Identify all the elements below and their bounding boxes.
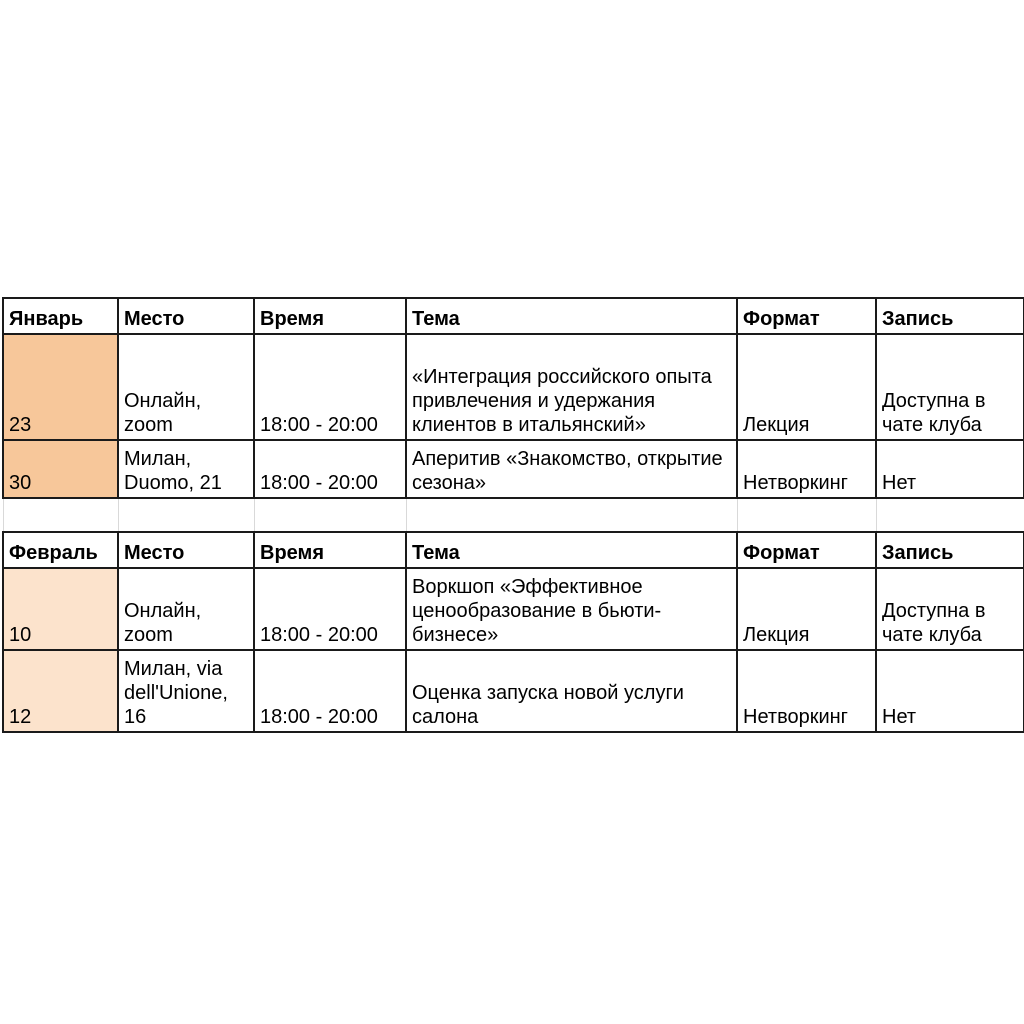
place-cell: Онлайн, zoom (118, 334, 254, 440)
header-cell-month: Февраль (3, 532, 118, 568)
record-cell: Нет (876, 440, 1024, 498)
time-cell: 18:00 - 20:00 (254, 334, 406, 440)
header-cell-record: Запись (876, 298, 1024, 334)
header-cell-time: Время (254, 532, 406, 568)
format-cell: Лекция (737, 568, 876, 650)
record-cell: Доступна в чате клуба (876, 334, 1024, 440)
table-row (3, 650, 1024, 732)
topic-cell: Оценка запуска новой услуги салона (406, 650, 737, 732)
place-cell: Милан, via dell'Unione, 16 (118, 650, 254, 732)
record-cell: Доступна в чате клуба (876, 568, 1024, 650)
header-cell-time: Время (254, 298, 406, 334)
schedule-table (2, 297, 1024, 733)
header-cell-record: Запись (876, 532, 1024, 568)
empty-cell (406, 498, 737, 532)
date-cell: 10 (3, 568, 118, 650)
record-cell: Нет (876, 650, 1024, 732)
table-row (3, 440, 1024, 498)
time-cell: 18:00 - 20:00 (254, 650, 406, 732)
empty-cell (118, 498, 254, 532)
header-cell-topic: Тема (406, 532, 737, 568)
empty-cell (737, 498, 876, 532)
date-cell: 23 (3, 334, 118, 440)
schedule-sheet (2, 297, 1023, 733)
header-cell-month: Январь (3, 298, 118, 334)
header-cell-format: Формат (737, 298, 876, 334)
january-header-row (3, 298, 1024, 334)
place-cell: Онлайн, zoom (118, 568, 254, 650)
table-row (3, 568, 1024, 650)
format-cell: Нетворкинг (737, 440, 876, 498)
header-cell-format: Формат (737, 532, 876, 568)
time-cell: 18:00 - 20:00 (254, 440, 406, 498)
format-cell: Нетворкинг (737, 650, 876, 732)
empty-cell (254, 498, 406, 532)
format-cell: Лекция (737, 334, 876, 440)
empty-cell (876, 498, 1024, 532)
table-row (3, 334, 1024, 440)
date-cell: 30 (3, 440, 118, 498)
spacer-row (3, 498, 1024, 532)
empty-cell (3, 498, 118, 532)
header-cell-place: Место (118, 532, 254, 568)
place-cell: Милан, Duomo, 21 (118, 440, 254, 498)
date-cell: 12 (3, 650, 118, 732)
topic-cell: «Интеграция российского опыта привлечения и удержания клиентов в итальянский» (406, 334, 737, 440)
february-header-row (3, 532, 1024, 568)
time-cell: 18:00 - 20:00 (254, 568, 406, 650)
topic-cell: Воркшоп «Эффективное ценообразование в бьюти-бизнесе» (406, 568, 737, 650)
topic-cell: Аперитив «Знакомство, открытие сезона» (406, 440, 737, 498)
header-cell-topic: Тема (406, 298, 737, 334)
header-cell-place: Место (118, 298, 254, 334)
